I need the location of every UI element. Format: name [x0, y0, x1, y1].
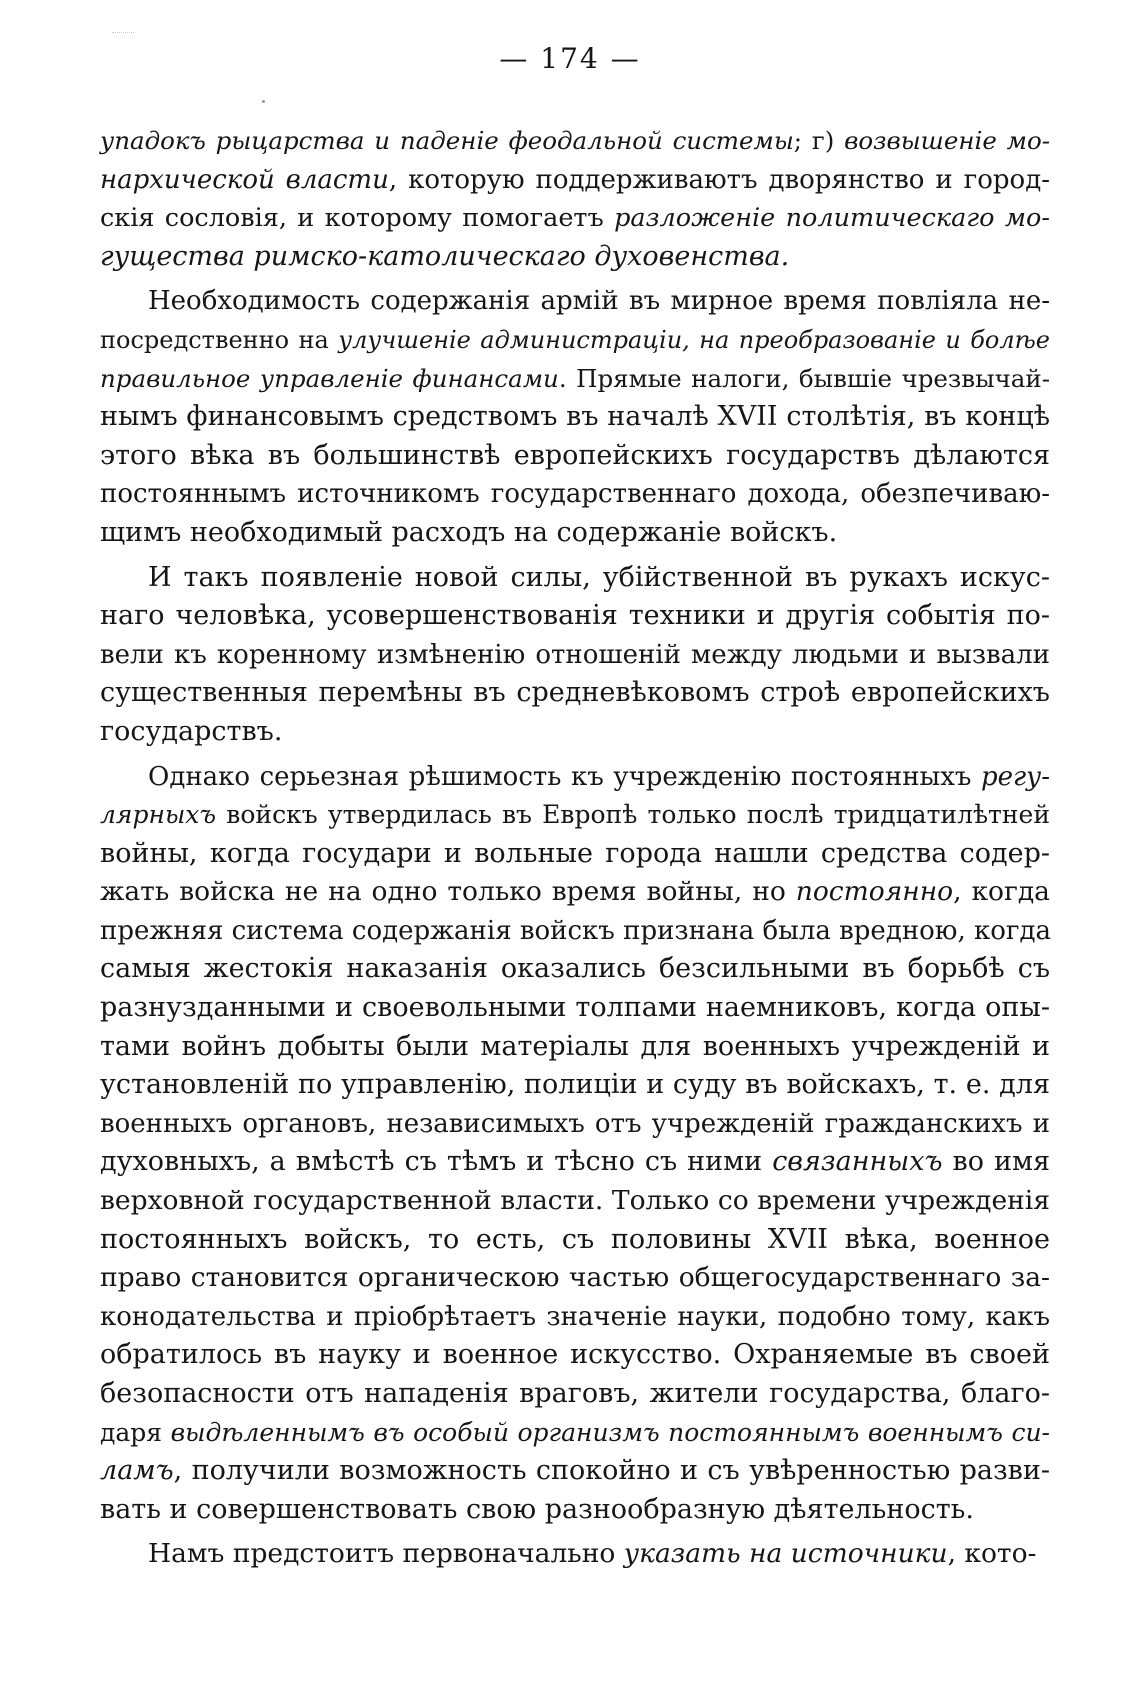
- scan-artifact: [112, 32, 134, 37]
- text-line: [100, 989, 1050, 1028]
- text-run: духовныхъ, а вмѣстѣ съ тѣмъ и тѣсно съ ними: [100, 1146, 773, 1178]
- text-run: установленій по управленію, полиціи и суду въ войскахъ, т. е. для: [100, 1069, 1050, 1101]
- text-run: , когда: [953, 876, 1050, 908]
- text-line: [100, 835, 1050, 874]
- text-line: [100, 238, 1050, 277]
- text-run: обратилось въ науку и военное искусство. Охраняемые въ своей: [100, 1339, 1050, 1371]
- italic-run: связанныхъ: [772, 1146, 943, 1178]
- paragraph: [100, 559, 1050, 752]
- text-run: Однако серьезная рѣшимость къ учрежденію постоянныхъ: [148, 761, 981, 792]
- italic-run: упадокъ рыцарства и паденіе феодальной системы: [100, 126, 794, 155]
- italic-run: возвышеніе мо-: [844, 126, 1050, 155]
- text-line: [100, 398, 1050, 437]
- text-run: вать и совершенствовать свою разнообразную дѣятельность.: [100, 1493, 974, 1525]
- text-line: [100, 1105, 1050, 1144]
- text-line: [100, 1259, 1050, 1298]
- text-run: , кото-: [947, 1538, 1037, 1570]
- text-run: , которую поддерживаютъ дворянство и город-: [388, 164, 1050, 195]
- text-run: государствъ.: [100, 715, 283, 747]
- text-run: прежняя система содержанія войскъ признана была вредною, когда: [100, 915, 1052, 946]
- text-line: [100, 1182, 1050, 1221]
- text-run: ; г): [793, 126, 845, 155]
- text-run: жать войска не на одно только время войны, но: [100, 876, 796, 908]
- text-run: разнузданными и своевольными толпами наемниковъ, когда опы-: [100, 992, 1050, 1024]
- italic-run: правильное управленіе финансами: [100, 363, 559, 393]
- text-line: [100, 1028, 1050, 1067]
- text-line: [100, 1298, 1050, 1337]
- text-line: [100, 1491, 1050, 1530]
- italic-run: постоянно: [795, 876, 954, 908]
- paragraph: [100, 122, 1050, 276]
- text-line: [100, 1414, 1050, 1453]
- italic-run: регу-: [980, 761, 1050, 792]
- text-run: постоянныхъ войскъ, то есть, съ половины XVII вѣка, военное: [100, 1223, 1050, 1255]
- italic-run: ламъ: [100, 1455, 174, 1487]
- text-line: [100, 1375, 1050, 1414]
- text-line: [100, 636, 1050, 675]
- italic-run: нархической власти: [100, 164, 389, 195]
- text-run: нымъ финансовымъ средствомъ въ началѣ XVII столѣтія, въ концѣ: [100, 401, 1050, 433]
- text-line: [100, 873, 1050, 912]
- text-run: скія сословія, и которому помогаетъ: [100, 203, 615, 234]
- text-line: [100, 950, 1050, 989]
- paragraph: [100, 1535, 1050, 1574]
- text-line: [100, 597, 1050, 636]
- page-number: — 174 —: [499, 42, 641, 75]
- text-line: [100, 514, 1050, 553]
- text-line: [100, 912, 1050, 951]
- text-run: безопасности отъ нападенія враговъ, жители государства, благо-: [100, 1378, 1050, 1409]
- text-line: [100, 559, 1050, 598]
- text-line: [100, 1221, 1050, 1260]
- text-run: этого вѣка въ большинствѣ европейскихъ государствъ дѣлаются: [100, 439, 1050, 471]
- text-line: [100, 1066, 1050, 1105]
- text-run: тами войнъ добыты были матеріалы для военныхъ учрежденій и: [100, 1030, 1050, 1062]
- italic-run: разложеніе политическаго мо-: [614, 203, 1050, 234]
- text-line: [100, 437, 1050, 476]
- text-run: войскъ утвердилась въ Европѣ только послѣ тридцатилѣтней: [216, 800, 1050, 830]
- text-line: [100, 713, 1050, 752]
- text-line: [100, 321, 1050, 360]
- text-run: посредственно на: [100, 325, 339, 354]
- text-line: [100, 122, 1050, 161]
- text-run: , получили возможность спокойно и съ увѣренностью разви-: [173, 1455, 1050, 1487]
- text-line: [100, 199, 1050, 238]
- italic-run: лярныхъ: [100, 800, 217, 830]
- text-run: наго человѣка, усовершенствованія техники и другія событія по-: [100, 600, 1050, 632]
- text-run: верховной государственной власти. Только со времени учрежденія: [100, 1185, 1050, 1217]
- text-line: [100, 1336, 1050, 1375]
- text-line: [100, 282, 1050, 321]
- text-line: [100, 475, 1050, 514]
- italic-run: гущества римско-католическаго духовенства.: [100, 240, 790, 272]
- italic-run: указать на источники: [623, 1538, 948, 1570]
- text-run: даря: [100, 1417, 171, 1447]
- text-run: во имя: [942, 1146, 1051, 1178]
- text-line: [100, 1143, 1050, 1182]
- text-line: [100, 796, 1050, 835]
- text-line: [100, 360, 1050, 399]
- text-run: самыя жестокія наказанія оказались безсильными въ борьбѣ съ: [100, 953, 1050, 985]
- text-line: [100, 1452, 1050, 1491]
- text-run: Необходимость содержанія армій въ мирное время повліяла не-: [148, 286, 1050, 317]
- text-run: конодательства и пріобрѣтаетъ значеніе науки, подобно тому, какъ: [100, 1301, 1050, 1332]
- text-run: щимъ необходимый расходъ на содержаніе войскъ.: [100, 516, 838, 548]
- text-run: постояннымъ источникомъ государственнаго дохода, обезпечиваю-: [100, 479, 1050, 510]
- text-line: [100, 758, 1050, 797]
- text-run: . Прямые налоги, бывшіе чрезвычай-: [558, 363, 1050, 393]
- text-run: право становится органическою частью общегосударственнаго за-: [100, 1262, 1050, 1294]
- text-run: вели къ коренному измѣненію отношеній между людьми и вызвали: [100, 639, 1050, 670]
- scan-artifact-dot: [262, 100, 265, 103]
- text-line: [100, 161, 1050, 200]
- text-run: И такъ появленіе новой силы, убійственной въ рукахъ искус-: [148, 561, 1050, 593]
- paragraph: [100, 758, 1050, 1530]
- text-run: существенныя перемѣны въ средневѣковомъ строѣ европейскихъ: [100, 677, 1050, 709]
- text-line: [100, 1535, 1050, 1574]
- text-run: войны, когда государи и вольные города нашли средства содер-: [100, 837, 1050, 869]
- text-line: [100, 674, 1050, 713]
- italic-run: улучшеніе администраціи, на преобразованіе и болѣе: [338, 325, 1050, 354]
- paragraph: [100, 282, 1050, 552]
- text-run: военныхъ органовъ, независимыхъ отъ учрежденій гражданскихъ и: [100, 1108, 1050, 1139]
- body-text: [100, 122, 1050, 1574]
- italic-run: выдѣленнымъ въ особый организмъ постояннымъ военнымъ си-: [170, 1417, 1050, 1447]
- text-run: Намъ предстоитъ первоначально: [148, 1538, 624, 1570]
